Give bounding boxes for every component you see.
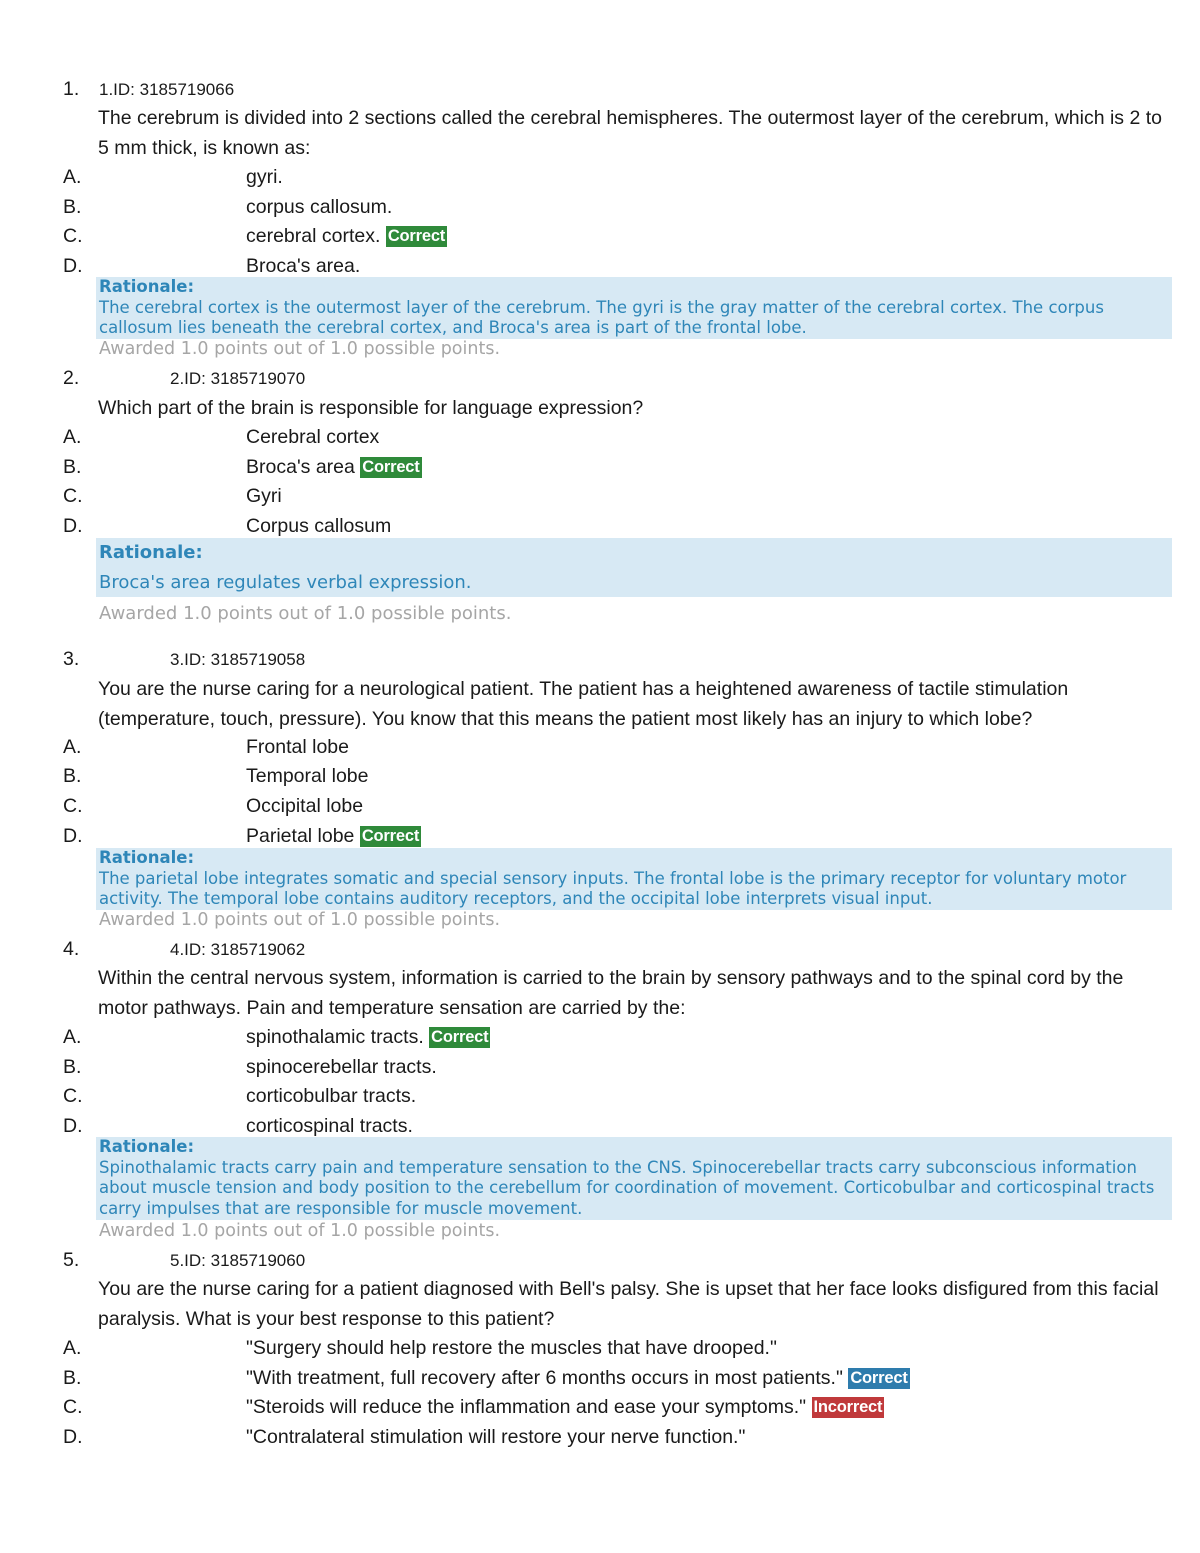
option-text: gyri. — [246, 166, 283, 188]
option-text: "With treatment, full recovery after 6 months occurs in most patients." — [246, 1367, 843, 1389]
awarded-points: Awarded 1.0 points out of 1.0 possible points. — [99, 1221, 501, 1241]
option-text: "Steroids will reduce the inflammation and ease your symptoms." — [246, 1396, 807, 1418]
option-text: Parietal lobe — [246, 825, 355, 847]
option-text: Gyri — [246, 485, 282, 507]
correct-badge: Correct — [387, 227, 446, 245]
rationale-text: The cerebral cortex is the outermost layer of the cerebrum. The gyri is the gray matter of the cerebral cortex. The corpus callosum lies beneath the cerebral cortex, and Broca's area is part of the frontal lobe. — [99, 297, 1104, 338]
correct-badge: Correct — [362, 458, 420, 476]
option-letter: D. — [63, 1426, 83, 1448]
option-letter: C. — [63, 1085, 83, 1107]
question-number: 4. — [63, 938, 80, 960]
option-text: Occipital lobe — [246, 795, 364, 817]
option-text: Cerebral cortex — [246, 426, 380, 448]
rationale-box — [96, 848, 1172, 910]
option-letter: D. — [63, 255, 83, 277]
awarded-points: Awarded 1.0 points out of 1.0 possible points. — [99, 910, 501, 930]
answer-option[interactable] — [246, 733, 349, 763]
option-text: spinothalamic tracts. — [246, 1026, 424, 1048]
rationale-text: Spinothalamic tracts carry pain and temperature sensation to the CNS. Spinocerebellar tracts carry subconscious information about muscle tension and body position to the cerebellum for coordination of movement. Corticobulbar and corticospinal tracts carry impulses that are responsible for muscle movement. — [99, 1157, 1155, 1218]
option-letter: C. — [63, 485, 83, 507]
option-letter: D. — [63, 515, 83, 537]
option-text: "Surgery should help restore the muscles that have drooped." — [246, 1337, 777, 1359]
answer-option[interactable] — [246, 1364, 910, 1394]
option-text: Broca's area. — [246, 255, 361, 277]
rationale-heading: Rationale: — [99, 1137, 195, 1156]
option-letter: C. — [63, 1396, 83, 1418]
awarded-points: Awarded 1.0 points out of 1.0 possible points. — [99, 339, 501, 359]
option-letter: B. — [63, 196, 82, 218]
option-text: spinocerebellar tracts. — [246, 1056, 437, 1078]
question-number: 2. — [63, 367, 80, 389]
rationale-heading: Rationale: — [99, 848, 195, 867]
correct-badge: Correct — [431, 1028, 489, 1046]
rationale-box — [96, 277, 1172, 339]
rationale-box — [96, 1137, 1172, 1220]
option-letter: B. — [63, 1367, 82, 1389]
option-text: corticospinal tracts. — [246, 1115, 413, 1137]
answer-option[interactable] — [246, 1023, 490, 1053]
answer-option[interactable] — [246, 1423, 745, 1453]
option-text: Broca's area — [246, 456, 355, 478]
option-letter: A. — [63, 426, 82, 448]
question-stem: Which part of the brain is responsible for language expression? — [98, 397, 644, 419]
question-id: 4.ID: 3185719062 — [170, 940, 306, 959]
option-letter: D. — [63, 825, 83, 847]
option-letter: B. — [63, 456, 82, 478]
option-letter: B. — [63, 1056, 82, 1078]
awarded-points: Awarded 1.0 points out of 1.0 possible points. — [99, 603, 512, 624]
answer-option[interactable] — [246, 792, 363, 822]
question-number: 3. — [63, 648, 80, 670]
correct-badge: Correct — [850, 1369, 908, 1387]
answer-option[interactable] — [246, 163, 283, 193]
answer-option[interactable] — [246, 762, 368, 792]
option-text: Frontal lobe — [246, 736, 349, 758]
rationale-box — [96, 538, 1172, 597]
answer-option[interactable] — [246, 423, 379, 453]
question-stem: You are the nurse caring for a neurological patient. The patient has a heightened awareness of tactile stimulation (temperature, touch, pressure). You know that this means the patient most likely has an injury to which lobe? — [98, 678, 1069, 730]
question-stem: Within the central nervous system, information is carried to the brain by sensory pathways and to the spinal cord by the motor pathways. Pain and temperature sensation are carried by the: — [98, 967, 1124, 1019]
question-id: 2.ID: 3185719070 — [170, 369, 306, 388]
question-number: 1. — [63, 78, 80, 100]
option-letter: A. — [63, 1026, 82, 1048]
question-id: 5.ID: 3185719060 — [170, 1251, 306, 1270]
correct-badge: Correct — [361, 827, 420, 845]
option-text: corticobulbar tracts. — [246, 1085, 417, 1107]
question-number: 5. — [63, 1249, 80, 1271]
option-letter: A. — [63, 736, 82, 758]
question-id: 3.ID: 3185719058 — [170, 650, 306, 669]
rationale-heading: Rationale: — [99, 277, 195, 296]
question-stem: The cerebrum is divided into 2 sections called the cerebral hemispheres. The outermost layer of the cerebrum, which is 2 to 5 mm thick, is known as: — [98, 107, 1162, 159]
option-text: Corpus callosum — [246, 515, 392, 537]
answer-option[interactable] — [246, 453, 422, 483]
option-text: cerebral cortex. — [246, 225, 381, 247]
rationale-text: The parietal lobe integrates somatic and special sensory inputs. The frontal lobe is the primary receptor for voluntary motor activity. The temporal lobe contains auditory receptors, and the occipital lobe interprets visual input. — [99, 868, 1127, 909]
option-letter: D. — [63, 1115, 83, 1137]
answer-option[interactable] — [246, 1393, 884, 1423]
option-letter: C. — [63, 795, 83, 817]
option-letter: B. — [63, 765, 82, 787]
incorrect-badge: Incorrect — [813, 1398, 883, 1416]
option-text: corpus callosum. — [246, 196, 393, 218]
answer-option[interactable] — [246, 1082, 416, 1112]
answer-option[interactable] — [246, 1334, 777, 1364]
option-text: Temporal lobe — [246, 765, 369, 787]
answer-option[interactable] — [246, 193, 392, 223]
rationale-text: Broca's area regulates verbal expression. — [99, 571, 472, 593]
answer-option[interactable] — [246, 1053, 437, 1083]
option-letter: A. — [63, 166, 82, 188]
question-id: 1.ID: 3185719066 — [99, 80, 235, 99]
option-letter: A. — [63, 1337, 82, 1359]
option-letter: C. — [63, 225, 83, 247]
answer-option[interactable] — [246, 222, 447, 252]
question-stem: You are the nurse caring for a patient diagnosed with Bell's palsy. She is upset that her face looks disfigured from this facial paralysis. What is your best response to this patient? — [98, 1278, 1159, 1330]
option-text: "Contralateral stimulation will restore your nerve function." — [246, 1426, 746, 1448]
rationale-heading: Rationale: — [99, 542, 203, 563]
answer-option[interactable] — [246, 482, 282, 512]
